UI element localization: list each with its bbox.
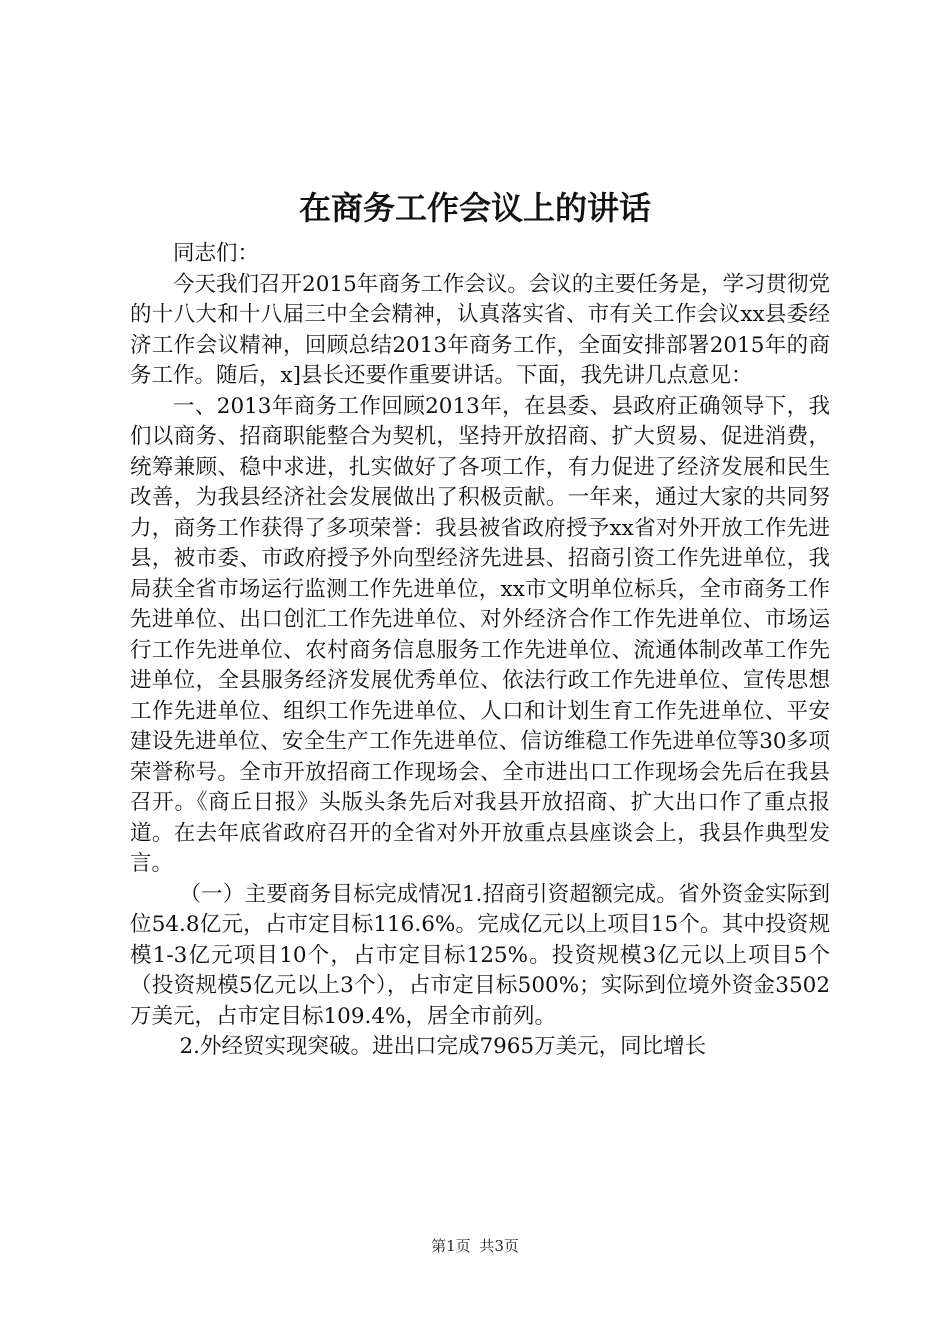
page-number: 第1页 [431, 1237, 471, 1255]
salutation: 同志们： [173, 241, 260, 266]
document-body [130, 239, 830, 1063]
page-title: 在商务工作会议上的讲话 [298, 189, 651, 227]
page-footer [0, 1236, 950, 1256]
paragraph-foreign-trade: 2.外经贸实现突破。进出口完成7965万美元，同比增长 [179, 1034, 707, 1059]
paragraph-intro: 今天我们召开2015年商务工作会议。会议的主要任务是，学习贯彻党的十八大和十八届三中全会精神，认真落实省、市有关工作会议xx县委经济工作会议精神，回顾总结2013年商务工作，全面安排部署2015年的商务工作。随后，x]县长还要作重要讲话。下面，我先讲几点意见： [130, 271, 830, 388]
paragraph-targets: （一）主要商务目标完成情况1.招商引资超额完成。省外资金实际到位54.8亿元，占市定目标116.6%。完成亿元以上项目15个。其中投资规模1-3亿元项目10个，占市定目标125%。投资规模3亿元以上项目5个（投资规模5亿元以上3个），占市定目标500%；实际到位境外资金3502万美元，占市定目标109.4%，居全市前列。 [130, 881, 830, 1029]
page-total: 共3页 [479, 1237, 519, 1255]
paragraph-review: 一、2013年商务工作回顾2013年，在县委、县政府正确领导下，我们以商务、招商职能整合为契机，坚持开放招商、扩大贸易、促进消费，统筹兼顾、稳中求进，扎实做好了各项工作，有力促进了经济发展和民生改善，为我县经济社会发展做出了积极贡献。一年来，通过大家的共同努力，商务工作获得了多项荣誉：我县被省政府授予xx省对外开放工作先进县，被市委、市政府授予外向型经济先进县、招商引资工作先进单位，我局获全省市场运行监测工作先进单位，xx市文明单位标兵，全市商务工作先进单位、出口创汇工作先进单位、对外经济合作工作先进单位、市场运行工作先进单位、农村商务信息服务工作先进单位、流通体制改革工作先进单位，全县服务经济发展优秀单位、依法行政工作先进单位、宣传思想工作先进单位、组织工作先进单位、人口和计划生育工作先进单位、平安建设先进单位、安全生产工作先进单位、信访维稳工作先进单位等30多项荣誉称号。全市开放招商工作现场会、全市进出口工作现场会先后在我县召开。《商丘日报》头版头条先后对我县开放招商、扩大出口作了重点报道。在去年底省政府召开的全省对外开放重点县座谈会上，我县作典型发言。 [130, 393, 830, 876]
